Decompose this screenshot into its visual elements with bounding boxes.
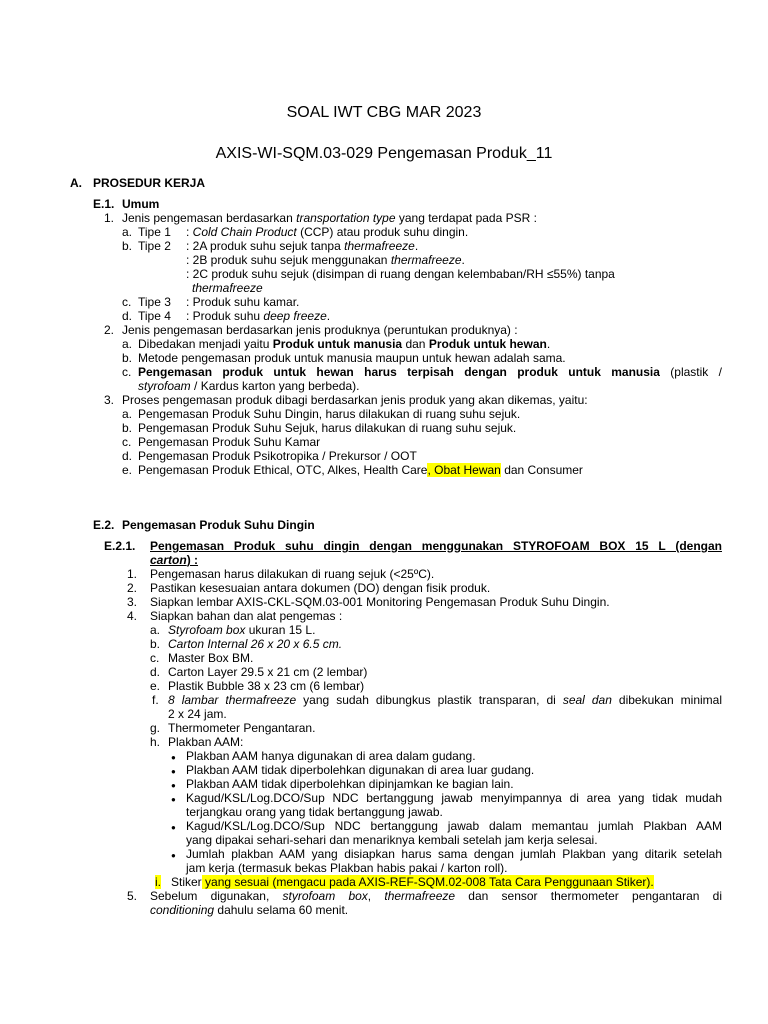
bullet-4-cont: terjangkau orang yang tidak bertanggung jawab. (186, 805, 443, 819)
step1: Pengemasan harus dilakukan di ruang sejuk (<25ºC). (150, 567, 435, 581)
step4b: Carton Internal 26 x 20 x 6.5 cm. (168, 637, 343, 651)
step4i: i. Stiker yang sesuai (mengacu pada AXIS-REF-SQM.02-008 Tata Cara Penggunaan Stiker). (155, 875, 654, 889)
e2-label: E.2. (93, 518, 115, 532)
step5-cont: conditioning dahulu selama 60 menit. (150, 903, 349, 917)
tipe2-2c: : 2C produk suhu sejuk (disimpan di ruang dengan kelembaban/RH ≤55%) tanpa (186, 267, 615, 281)
e1-item2: Jenis pengemasan berdasarkan jenis produknya (peruntukan produknya) : (122, 323, 518, 337)
tipe4-label: Tipe 4 (138, 309, 171, 323)
tipe1-label: Tipe 1 (138, 225, 171, 239)
e1-title: Umum (122, 197, 160, 211)
e1-item2b-letter: b. (122, 351, 133, 365)
e1-item3-entry: Pengemasan Produk Suhu Sejuk, harus dilakukan di ruang suhu sejuk. (138, 421, 517, 435)
e1-item2-num: 2. (104, 323, 115, 337)
tipe1-desc: : Cold Chain Product (CCP) atau produk suhu dingin. (186, 225, 469, 239)
bullet-6-cont: jam kerja (termasuk bekas Plakban habis pakai / karton roll). (186, 861, 508, 875)
e1-item3-letter: a. (122, 407, 133, 421)
e21-title: Pengemasan Produk suhu dingin dengan menggunakan STYROFOAM BOX 15 L (dengan (150, 539, 722, 553)
e1-item3-entry: Pengemasan Produk Suhu Dingin, harus dilakukan di ruang suhu sejuk. (138, 407, 521, 421)
highlight-obat-hewan: , Obat Hewan (427, 463, 501, 477)
bullet-2: Plakban AAM tidak diperbolehkan digunakan di area luar gudang. (186, 763, 535, 777)
step1-num: 1. (127, 567, 138, 581)
e21-label: E.2.1. (104, 539, 136, 553)
tipe3-label: Tipe 3 (138, 295, 171, 309)
section-a-title: PROSEDUR KERJA (93, 176, 206, 190)
step4a: Styrofoam box ukuran 15 L. (168, 623, 316, 637)
e1-item3e: Pengemasan Produk Ethical, OTC, Alkes, Health Care, Obat Hewan dan Consumer (138, 463, 583, 477)
bullet-5-cont: yang dipakai sehari-sehari dan menariknya kembali setelah jam kerja selesai. (186, 833, 598, 847)
tipe3-letter: c. (122, 295, 132, 309)
e1-item2a-letter: a. (122, 337, 133, 351)
step2: Pastikan kesesuaian antara dokumen (DO) dengan fisik produk. (150, 581, 491, 595)
tipe2-2a: : 2A produk suhu sejuk tanpa thermafreeze. (186, 239, 419, 253)
bullet-5: Kagud/KSL/Log.DCO/Sup NDC bertanggung jawab dalam memantau jumlah Plakban AAM (186, 819, 722, 833)
step4c-letter: c. (150, 651, 160, 665)
step4f-cont: 2 x 24 jam. (168, 707, 227, 721)
e1-item2c: Pengemasan produk untuk hewan harus terpisah dengan produk untuk manusia (plastik / (138, 365, 722, 379)
tipe4-desc: : Produk suhu deep freeze. (186, 309, 331, 323)
e1-item3: Proses pengemasan produk dibagi berdasarkan jenis produk yang akan dikemas, yaitu: (122, 393, 588, 407)
tipe3-desc: : Produk suhu kamar. (186, 295, 300, 309)
step5: Sebelum digunakan, styrofoam box, thermafreeze dan sensor thermometer pengantaran di (150, 889, 722, 903)
step4d: Carton Layer 29.5 x 21 cm (2 lembar) (168, 665, 368, 679)
e2-title: Pengemasan Produk Suhu Dingin (122, 518, 315, 532)
e1-item2c-cont: styrofoam / Kardus karton yang berbeda). (138, 379, 360, 393)
step4c: Master Box BM. (168, 651, 254, 665)
step4h: Plakban AAM: (168, 735, 244, 749)
bullet-4: Kagud/KSL/Log.DCO/Sup NDC bertanggung jawab menyimpannya di area yang tidak mudah (186, 791, 722, 805)
e1-item3-entry: Pengemasan Produk Psikotropika / Prekursor / OOT (138, 449, 417, 463)
e1-item3-entry: Pengemasan Produk Suhu Kamar (138, 435, 321, 449)
e1-item3-letter: c. (122, 435, 132, 449)
step4h-letter: h. (150, 735, 161, 749)
tipe1-letter: a. (122, 225, 133, 239)
step3-num: 3. (127, 595, 138, 609)
step3: Siapkan lembar AXIS-CKL-SQM.03-001 Monitoring Pengemasan Produk Suhu Dingin. (150, 595, 610, 609)
step4g-letter: g. (150, 721, 161, 735)
e1-item3-num: 3. (104, 393, 115, 407)
bullet-icon: ● (171, 851, 176, 860)
step4a-letter: a. (150, 623, 161, 637)
bullet-icon: ● (171, 823, 176, 832)
tipe4-letter: d. (122, 309, 133, 323)
step4: Siapkan bahan dan alat pengemas : (150, 609, 343, 623)
step5-num: 5. (127, 889, 138, 903)
e1-item3e-letter: e. (122, 463, 133, 477)
bullet-6: Jumlah plakban AAM yang disiapkan harus sama dengan jumlah Plakban yang ditarik setelah (186, 847, 722, 861)
bullet-icon: ● (171, 781, 176, 790)
tipe2-letter: b. (122, 239, 133, 253)
document-subtitle: AXIS-WI-SQM.03-029 Pengemasan Produk_11 (215, 145, 553, 162)
step4-num: 4. (127, 609, 138, 623)
bullet-icon: ● (171, 753, 176, 762)
e1-item1: Jenis pengemasan berdasarkan transportation type yang terdapat pada PSR : (122, 211, 537, 225)
e1-item2a: Dibedakan menjadi yaitu Produk untuk manusia dan Produk untuk hewan. (138, 337, 551, 351)
section-a-label: A. (70, 176, 82, 190)
step4f: 8 lambar thermafreeze yang sudah dibungkus plastik transparan, di seal dan dibekukan minimal (168, 693, 722, 707)
step4e-letter: e. (150, 679, 161, 693)
step4d-letter: d. (150, 665, 161, 679)
e1-item2b: Metode pengemasan produk untuk manusia maupun untuk hewan adalah sama. (138, 351, 566, 365)
bullet-3: Plakban AAM tidak diperbolehkan dipinjamkan ke bagian lain. (186, 777, 514, 791)
step4b-letter: b. (150, 637, 161, 651)
tipe2-label: Tipe 2 (138, 239, 171, 253)
step4f-letter: f. (152, 693, 159, 707)
e1-item2c-letter: c. (122, 365, 132, 379)
bullet-icon: ● (171, 767, 176, 776)
bullet-1: Plakban AAM hanya digunakan di area dalam gudang. (186, 749, 476, 763)
bullet-icon: ● (171, 795, 176, 804)
step4g: Thermometer Pengantaran. (168, 721, 316, 735)
e1-item1-num: 1. (104, 211, 115, 225)
e21-title-cont: carton) : (150, 553, 199, 567)
e1-item3-letter: d. (122, 449, 133, 463)
step4e: Plastik Bubble 38 x 23 cm (6 lembar) (168, 679, 365, 693)
document-title: SOAL IWT CBG MAR 2023 (286, 104, 482, 121)
e1-label: E.1. (93, 197, 115, 211)
step2-num: 2. (127, 581, 138, 595)
highlight-stiker: yang sesuai (mengacu pada AXIS-REF-SQM.02-008 Tata Cara Penggunaan Stiker). (201, 875, 654, 889)
e1-item3-letter: b. (122, 421, 133, 435)
tipe2-2c-cont: thermafreeze (192, 281, 263, 295)
tipe2-2b: : 2B produk suhu sejuk menggunakan thermafreeze. (186, 253, 465, 267)
